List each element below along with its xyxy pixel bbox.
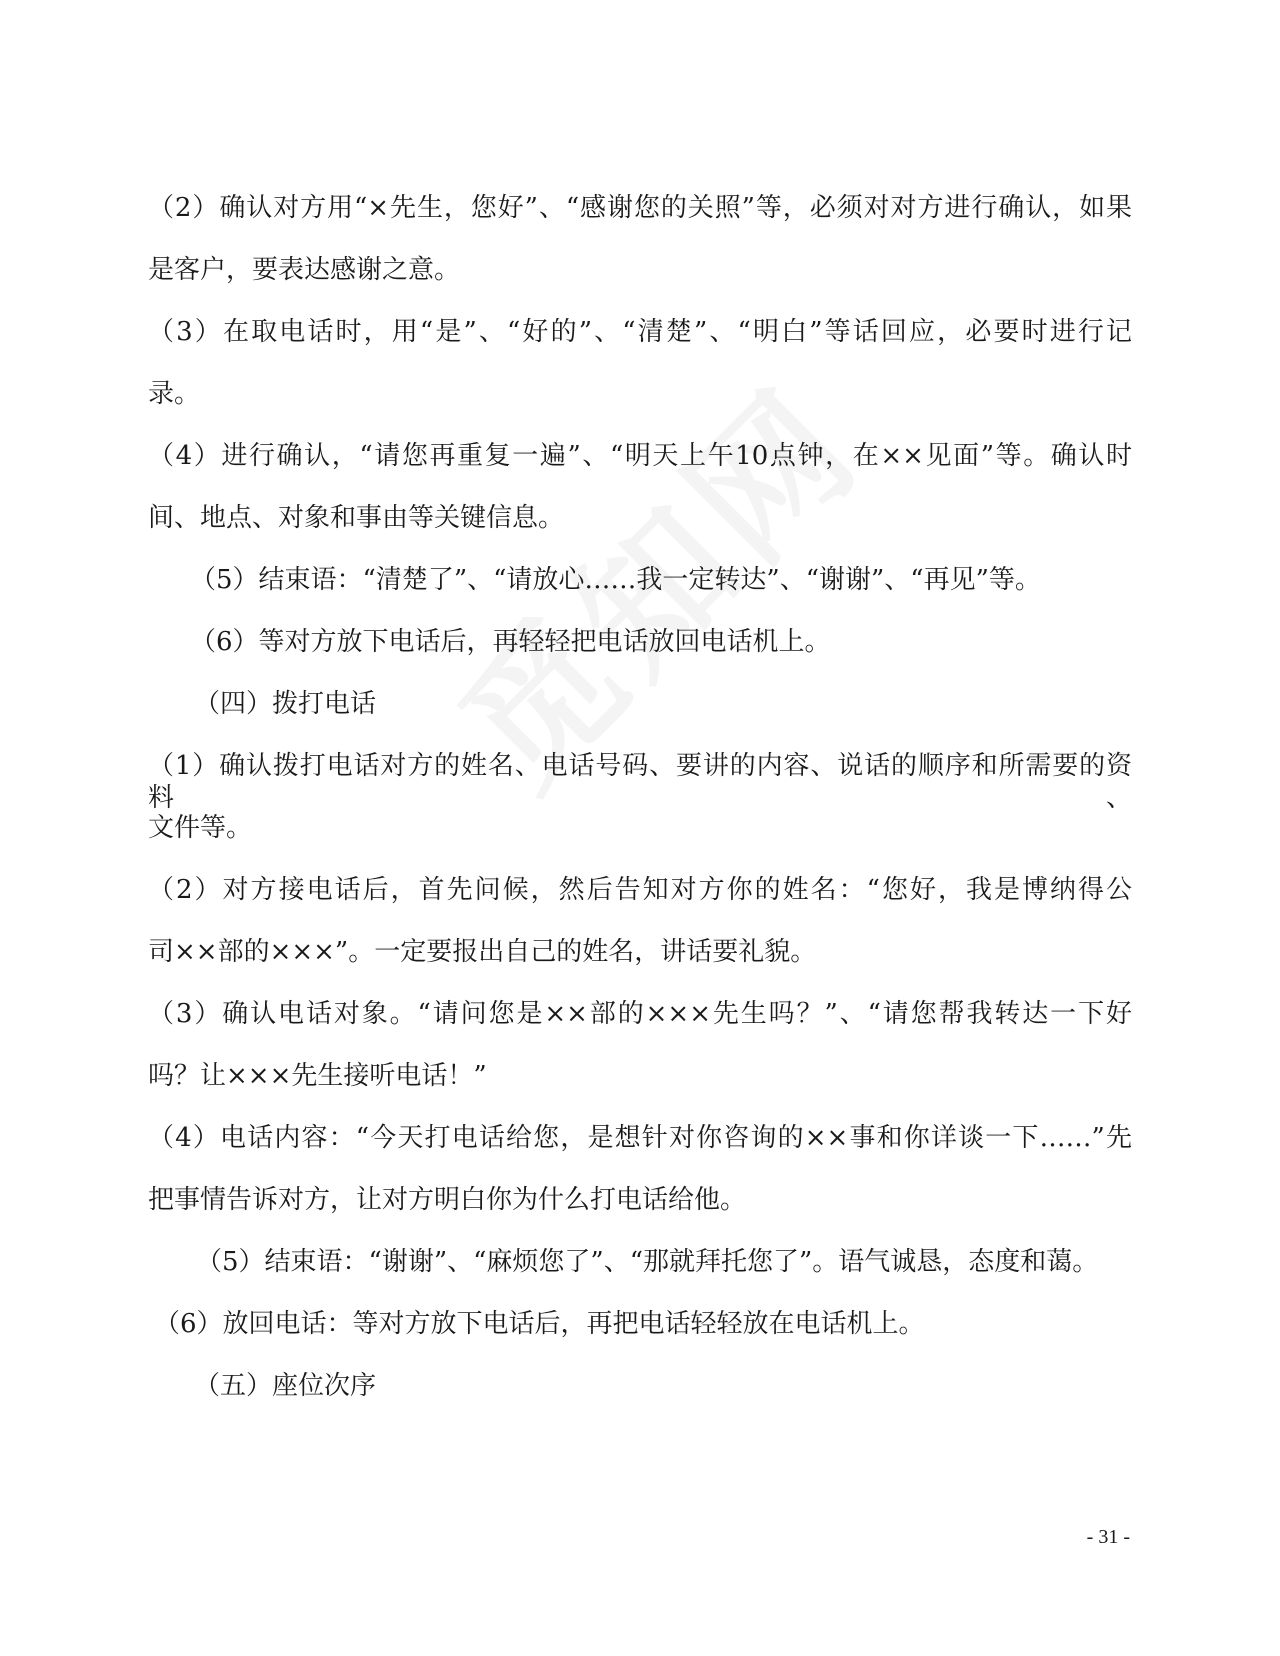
- text-line: （5）结束语：“谢谢”、“麻烦您了”、“那就拜托您了”。语气诚恳，态度和蔼。: [196, 1247, 1099, 1277]
- text-line: 吗？让×××先生接听电话！”: [148, 1061, 487, 1091]
- text-line: （6）等对方放下电话后，再轻轻把电话放回电话机上。: [190, 627, 831, 657]
- section-heading: （四）拨打电话: [194, 689, 377, 719]
- text-line: （6）放回电话：等对方放下电话后，再把电话轻轻放在电话机上。: [154, 1309, 925, 1339]
- text-line: （2）对方接电话后，首先问候，然后告知对方你的姓名：“您好，我是博纳得公: [148, 875, 1132, 905]
- text-line: 把事情告诉对方，让对方明白你为什么打电话给他。: [148, 1185, 747, 1215]
- text-line: （3）确认电话对象。“请问您是××部的×××先生吗？”、“请您帮我转达一下好: [148, 999, 1132, 1029]
- text-line: 间、地点、对象和事由等关键信息。: [148, 503, 565, 533]
- section-heading: （五）座位次序: [194, 1371, 377, 1401]
- text-line: 文件等。: [148, 813, 253, 843]
- text-line: 司××部的×××”。一定要报出自己的姓名，讲话要礼貌。: [148, 937, 817, 967]
- text-line: （1）确认拨打电话对方的姓名、电话号码、要讲的内容、说话的顺序和所需要的资料、: [148, 751, 1132, 813]
- text-line: 是客户，要表达感谢之意。: [148, 255, 461, 285]
- text-line: （2）确认对方用“×先生，您好”、“感谢您的关照”等，必须对对方进行确认，如果: [148, 193, 1132, 223]
- text-line: 录。: [148, 379, 201, 409]
- page-number: - 31 -: [1086, 1526, 1130, 1548]
- text-line: （4）电话内容：“今天打电话给您，是想针对你咨询的××事和你详谈一下……”先: [148, 1123, 1132, 1153]
- text-line: （3）在取电话时，用“是”、“好的”、“清楚”、“明白”等话回应，必要时进行记: [148, 317, 1132, 347]
- text-line: （4）进行确认，“请您再重复一遍”、“明天上午10点钟，在××见面”等。确认时: [148, 441, 1132, 471]
- text-line: （5）结束语：“清楚了”、“请放心……我一定转达”、“谢谢”、“再见”等。: [190, 565, 1041, 595]
